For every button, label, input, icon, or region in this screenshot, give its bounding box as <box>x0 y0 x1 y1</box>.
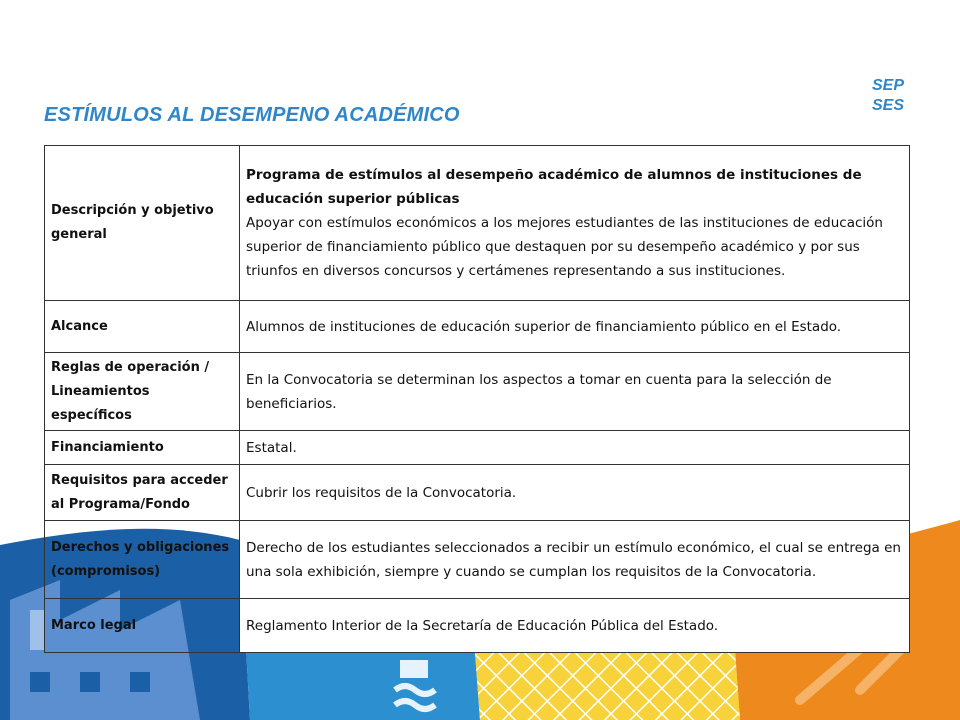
row-value-financiamiento: Estatal. <box>240 431 910 465</box>
program-heading: Programa de estímulos al desempeño académico de alumnos de instituciones de educación superior públicas <box>246 167 862 207</box>
row-value-alcance: Alumnos de instituciones de educación superior de financiamiento público en el Estado. <box>240 301 910 353</box>
table-row <box>45 521 910 599</box>
row-label-descripcion: Descripción y objetivo general <box>45 146 240 301</box>
org-line-ses: SES <box>871 97 904 114</box>
row-value-marco-legal: Reglamento Interior de la Secretaría de Educación Pública del Estado. <box>240 599 910 653</box>
row-value-derechos: Derecho de los estudiantes seleccionados a recibir un estímulo económico, el cual se entrega en una sola exhibición, siempre y cuando se cumplan los requisitos de la Convocatoria. <box>240 521 910 599</box>
table-row <box>45 301 910 353</box>
table-row <box>45 431 910 465</box>
row-label-requisitos: Requisitos para acceder al Programa/Fondo <box>45 465 240 521</box>
org-line-sep: SEP <box>871 77 904 94</box>
program-objective: Apoyar con estímulos económicos a los mejores estudiantes de las instituciones de educación superior de financiamiento público que destaquen por su desempeño académico y por sus triunfos en diversos concursos y certámenes representando a sus instituciones. <box>246 215 883 279</box>
row-label-derechos: Derechos y obligaciones (compromisos) <box>45 521 240 599</box>
table-row <box>45 599 910 653</box>
row-value-descripcion <box>240 146 910 301</box>
page-title: ESTÍMULOS AL DESEMPENO ACADÉMICO <box>44 104 460 126</box>
row-value-requisitos: Cubrir los requisitos de la Convocatoria. <box>240 465 910 521</box>
row-value-reglas: En la Convocatoria se determinan los aspectos a tomar en cuenta para la selección de beneficiarios. <box>240 353 910 431</box>
row-label-reglas: Reglas de operación / Lineamientos específicos <box>45 353 240 431</box>
row-label-alcance: Alcance <box>45 301 240 353</box>
table-row <box>45 353 910 431</box>
table-row <box>45 465 910 521</box>
row-label-marco-legal: Marco legal <box>45 599 240 653</box>
row-label-financiamiento: Financiamiento <box>45 431 240 465</box>
program-info-table <box>44 145 910 653</box>
organization-label <box>872 76 904 116</box>
table-row <box>45 146 910 301</box>
